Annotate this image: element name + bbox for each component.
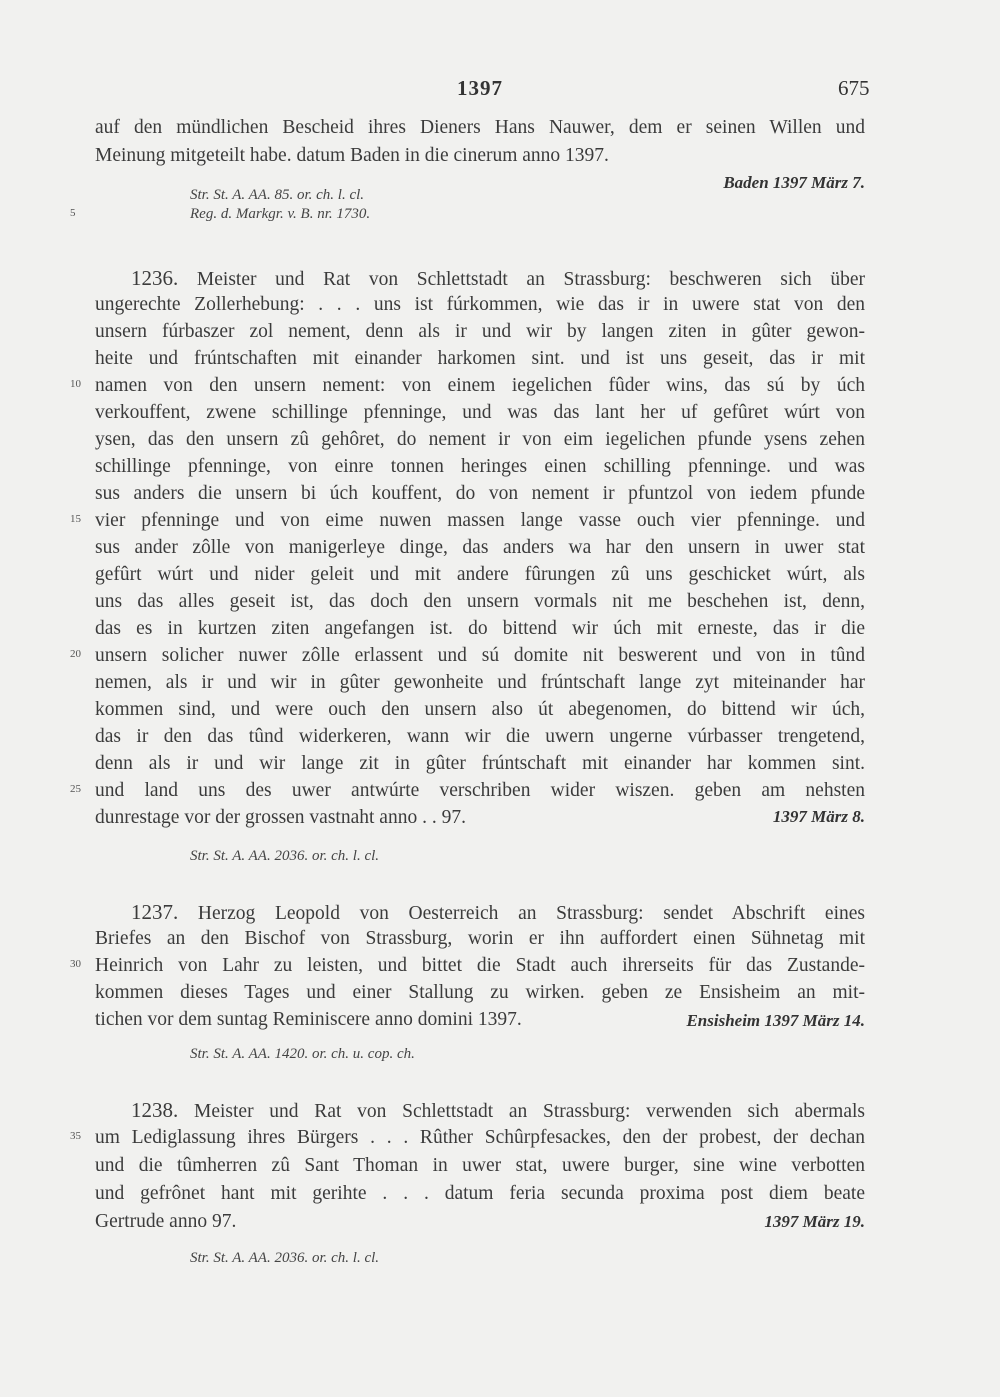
line-number: 30 <box>70 958 81 970</box>
text-line: dunrestage vor der grossen vastnaht anno . . 97. <box>95 807 466 828</box>
line-number: 5 <box>70 207 76 219</box>
text-line: ysen, das den unsern zû gehôret, do nement ir von eim iegelichen pfunde ysens zehen <box>95 429 865 450</box>
text-line: Meinung mitgeteilt habe. datum Baden in die cinerum anno 1397. <box>95 145 609 166</box>
text-line: Gertrude anno 97. <box>95 1211 237 1232</box>
text-line: denn als ir und wir lange zit in gûter frúntschaft mit einander har kommen sint. <box>95 753 865 774</box>
text-line: nemen, als ir und wir in gûter gewonheite und frúntschaft lange zyt miteinander har <box>95 672 865 693</box>
source-reference: Str. St. A. AA. 2036. or. ch. l. cl. <box>190 1250 380 1266</box>
date-note: 1397 März 19. <box>764 1212 865 1231</box>
text-line: heite und frúntschaften mit einander harkomen sint. und ist uns geseit, das ir mit <box>95 348 865 369</box>
text-line: schillinge pfenninge, von einre tonnen heringes einen schilling pfenninge. und was <box>95 456 865 477</box>
text-line: Briefes an den Bischof von Strassburg, worin er ihn auffordert einen Sühnetag mit <box>95 928 865 949</box>
text-line: verkouffent, zwene schillinge pfenninge, und was das lant her uf gefûret wúrt von <box>95 402 865 423</box>
date-note: Ensisheim 1397 März 14. <box>686 1011 865 1030</box>
line-number: 15 <box>70 513 81 525</box>
regest-number: 1237. <box>131 900 179 924</box>
line-number: 25 <box>70 783 81 795</box>
date-note: Baden 1397 März 7. <box>723 173 865 192</box>
text-line: und gefrônet hant mit gerihte . . . datum feria secunda proxima post diem beate <box>95 1183 865 1204</box>
date-note: 1397 März 8. <box>772 807 865 826</box>
text-line: um Lediglassung ihres Bürgers . . . Rûther Schûrpfesackes, den der probest, der dechan <box>95 1127 865 1148</box>
text-line: uns das alles geseit ist, das doch den unsern vormals nit me beschehen ist, denn, <box>95 591 865 612</box>
text-line: namen von den unsern nement: von einem iegelichen fûder wins, das sú by úch <box>95 375 865 396</box>
regest-heading-line: 1237. Herzog Leopold von Oesterreich an Strassburg: sendet Abschrift eines <box>131 900 865 924</box>
source-reference: Reg. d. Markgr. v. B. nr. 1730. <box>190 206 371 222</box>
text-line: Heinrich von Lahr zu leisten, und bittet die Stadt auch ihrerseits für das Zustande- <box>95 955 865 976</box>
text-line: unsern fúrbaszer zol nement, denn als ir und wir by langen ziten in gûter gewon- <box>95 321 865 342</box>
source-reference: Str. St. A. AA. 1420. or. ch. u. cop. ch. <box>190 1046 415 1062</box>
text-line: kommen sind, und were ouch den unsern also út abegenomen, do bittend wir úch, <box>95 699 865 720</box>
regest-number: 1236. <box>131 266 179 290</box>
text-line: und die tûmherren zû Sant Thoman in uwer stat, uwere burger, sine wine verbotten <box>95 1155 865 1176</box>
regest-heading-line: 1236. Meister und Rat von Schlettstadt an Strassburg: beschweren sich über <box>131 266 865 290</box>
running-header-year: 1397 <box>457 76 503 100</box>
text-line: sus ander zôlle von manigerleye dinge, das anders wa har den unsern in uwer stat <box>95 537 865 558</box>
line-number: 10 <box>70 378 81 390</box>
text-line: das ir den das tûnd widerkeren, wann wir die uwern ungerne vúrbasser trengetend, <box>95 726 865 747</box>
text-line: gefûrt wúrt und nider geleit und mit andere fûrungen zû uns geschicket wúrt, als <box>95 564 865 585</box>
text-line: tichen vor dem suntag Reminiscere anno domini 1397. <box>95 1009 522 1030</box>
line-number: 35 <box>70 1130 81 1142</box>
text-line: vier pfenninge und von eime nuwen massen lange vasse ouch vier pfenninge. und <box>95 510 865 531</box>
text-line: ungerechte Zollerhebung: . . . uns ist fúrkommen, wie das ir in uwere stat von den <box>95 294 865 315</box>
text-line: unsern solicher nuwer zôlle erlassent und sú domite nit beswerent und von in tûnd <box>95 645 865 666</box>
line-number: 20 <box>70 648 81 660</box>
page-number: 675 <box>838 76 870 100</box>
text-line: das es in kurtzen ziten angefangen ist. do bittend wir úch mit erneste, das ir die <box>95 618 865 639</box>
source-reference: Str. St. A. AA. 85. or. ch. l. cl. <box>190 187 365 203</box>
text-line: sus anders die unsern bi úch kouffent, do von nement ir pfuntzol von iedem pfunde <box>95 483 865 504</box>
text-line: und land uns des uwer antwúrte verschriben wider wiszen. geben am nehsten <box>95 780 865 801</box>
text-line: kommen dieses Tages und einer Stallung zu wirken. geben ze Ensisheim an mit- <box>95 982 865 1003</box>
text-line: auf den mündlichen Bescheid ihres Dieners Hans Nauwer, dem er seinen Willen und <box>95 117 865 138</box>
source-reference: Str. St. A. AA. 2036. or. ch. l. cl. <box>190 848 380 864</box>
regest-number: 1238. <box>131 1098 179 1122</box>
regest-heading-line: 1238. Meister und Rat von Schlettstadt an Strassburg: verwenden sich abermals <box>131 1098 865 1122</box>
